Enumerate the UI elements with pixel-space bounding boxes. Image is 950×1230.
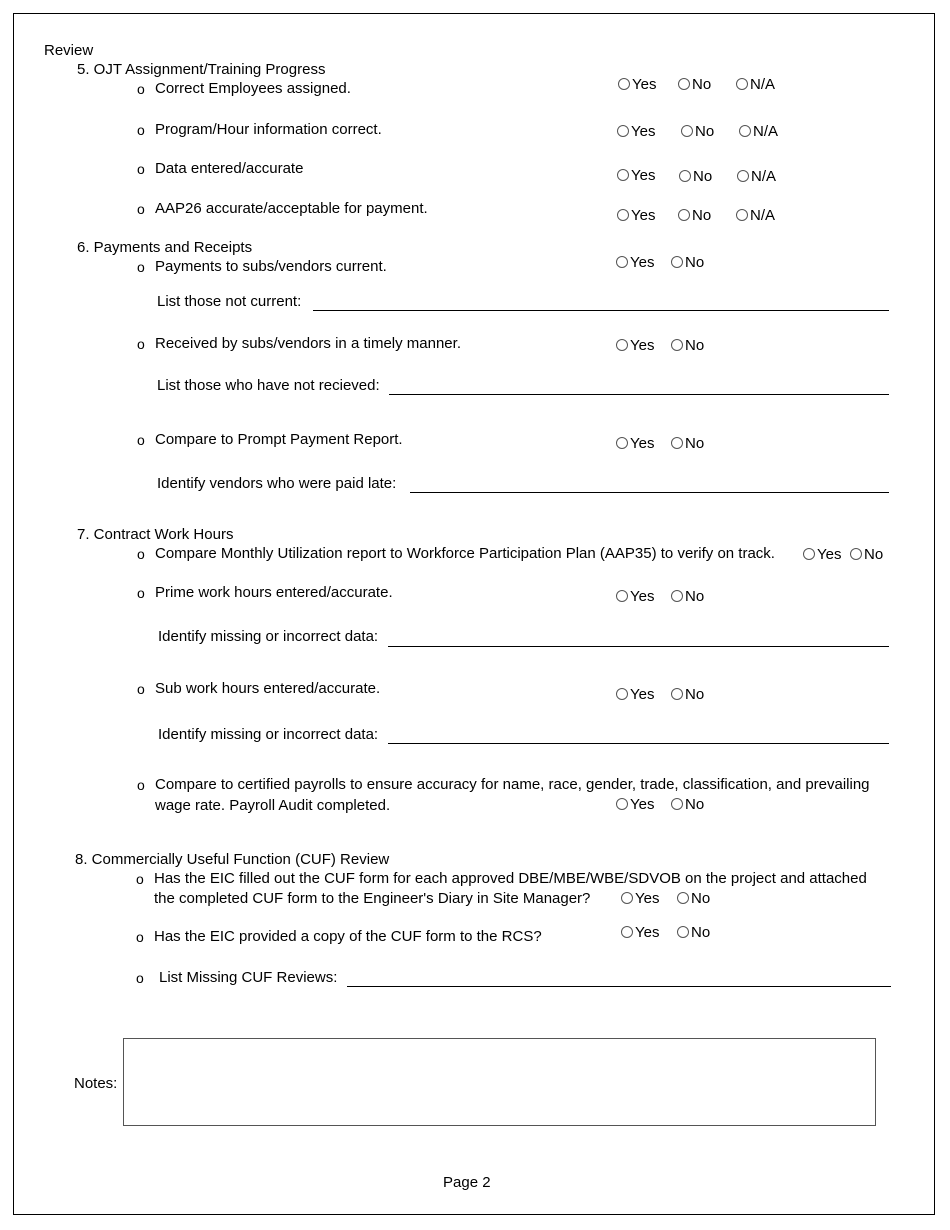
item-aap26: AAP26 accurate/acceptable for payment. (155, 200, 428, 217)
section-8-title: 8. Commercially Useful Function (CUF) Review (75, 851, 390, 868)
page-frame (13, 13, 935, 1215)
radio-aap26-yes[interactable]: Yes (617, 207, 655, 225)
bullet-icon: o (137, 336, 145, 352)
radio-circle-icon (803, 548, 815, 560)
field-label-paid-late: Identify vendors who were paid late: (157, 475, 397, 492)
radio-correct-employees-na[interactable]: N/A (736, 76, 775, 94)
radio-prime-hours-yes[interactable]: Yes (616, 588, 654, 606)
field-label-not-current: List those not current: (157, 293, 302, 310)
item-eic-cuf-line2: the completed CUF form to the Engineer's Diary in Site Manager? (154, 890, 591, 907)
radio-sub-hours-yes[interactable]: Yes (616, 686, 654, 704)
radio-circle-icon (616, 339, 628, 351)
field-prime-missing-line[interactable] (388, 646, 889, 647)
bullet-icon: o (137, 432, 145, 448)
bullet-icon: o (137, 259, 145, 275)
section-7-title: 7. Contract Work Hours (77, 526, 234, 543)
bullet-icon: o (136, 970, 144, 986)
radio-circle-icon (616, 688, 628, 700)
item-cuf-copy: Has the EIC provided a copy of the CUF form to the RCS? (154, 928, 542, 945)
radio-circle-icon (671, 688, 683, 700)
item-prompt-payment: Compare to Prompt Payment Report. (155, 431, 403, 448)
bullet-icon: o (137, 81, 145, 97)
radio-circle-icon (616, 437, 628, 449)
radio-circle-icon (679, 170, 691, 182)
item-correct-employees: Correct Employees assigned. (155, 80, 351, 97)
section-5-title: 5. OJT Assignment/Training Progress (77, 61, 326, 78)
radio-circle-icon (671, 437, 683, 449)
bullet-icon: o (137, 546, 145, 562)
field-label-prime-missing: Identify missing or incorrect data: (158, 628, 379, 645)
radio-sub-hours-no[interactable]: No (671, 686, 704, 704)
section-header-review: Review (44, 42, 94, 59)
notes-label: Notes: (74, 1075, 118, 1092)
field-paid-late-line[interactable] (410, 492, 889, 493)
field-label-not-received: List those who have not recieved: (157, 377, 380, 394)
radio-payments-current-yes[interactable]: Yes (616, 254, 654, 272)
section-6-title: 6. Payments and Receipts (77, 239, 253, 256)
radio-eic-cuf-yes[interactable]: Yes (621, 890, 659, 908)
radio-circle-icon (621, 892, 633, 904)
item-monthly-utilization: Compare Monthly Utilization report to Workforce Participation Plan (AAP35) to verify on track. (155, 545, 775, 562)
radio-cuf-copy-no[interactable]: No (677, 924, 710, 942)
radio-circle-icon (677, 892, 689, 904)
item-certified-payrolls-line1: Compare to certified payrolls to ensure accuracy for name, race, gender, trade, classification, and prevailing (155, 776, 870, 793)
radio-program-hour-no[interactable]: No (681, 123, 714, 141)
bullet-icon: o (137, 681, 145, 697)
radio-circle-icon (617, 209, 629, 221)
field-label-sub-missing: Identify missing or incorrect data: (158, 726, 379, 743)
item-received-timely: Received by subs/vendors in a timely manner. (155, 335, 461, 352)
radio-received-timely-no[interactable]: No (671, 337, 704, 355)
radio-monthly-utilization-yes[interactable]: Yes (803, 546, 841, 564)
radio-prompt-payment-no[interactable]: No (671, 435, 704, 453)
radio-prime-hours-no[interactable]: No (671, 588, 704, 606)
item-data-entered: Data entered/accurate (155, 160, 304, 177)
bullet-icon: o (137, 201, 145, 217)
radio-payments-current-no[interactable]: No (671, 254, 704, 272)
radio-program-hour-na[interactable]: N/A (739, 123, 778, 141)
radio-data-entered-yes[interactable]: Yes (617, 167, 655, 185)
radio-circle-icon (616, 798, 628, 810)
radio-eic-cuf-no[interactable]: No (677, 890, 710, 908)
radio-circle-icon (618, 78, 630, 90)
radio-received-timely-yes[interactable]: Yes (616, 337, 654, 355)
item-program-hour: Program/Hour information correct. (155, 121, 382, 138)
radio-circle-icon (736, 78, 748, 90)
bullet-icon: o (137, 161, 145, 177)
bullet-icon: o (136, 929, 144, 945)
radio-circle-icon (621, 926, 633, 938)
radio-correct-employees-yes[interactable]: Yes (618, 76, 656, 94)
radio-cuf-copy-yes[interactable]: Yes (621, 924, 659, 942)
radio-data-entered-na[interactable]: N/A (737, 168, 776, 186)
bullet-icon: o (136, 871, 144, 887)
radio-correct-employees-no[interactable]: No (678, 76, 711, 94)
radio-monthly-utilization-no[interactable]: No (850, 546, 883, 564)
radio-aap26-na[interactable]: N/A (736, 207, 775, 225)
radio-circle-icon (671, 339, 683, 351)
radio-certified-payrolls-yes[interactable]: Yes (616, 796, 654, 814)
item-payments-current: Payments to subs/vendors current. (155, 258, 387, 275)
field-missing-cuf-line[interactable] (347, 986, 891, 987)
radio-circle-icon (671, 798, 683, 810)
radio-circle-icon (681, 125, 693, 137)
item-certified-payrolls-line2: wage rate. Payroll Audit completed. (155, 797, 391, 814)
radio-circle-icon (671, 590, 683, 602)
field-not-current-line[interactable] (313, 310, 889, 311)
field-not-received-line[interactable] (389, 394, 889, 395)
radio-circle-icon (617, 125, 629, 137)
notes-textarea[interactable] (123, 1038, 876, 1126)
item-prime-hours: Prime work hours entered/accurate. (155, 584, 393, 601)
bullet-icon: o (137, 122, 145, 138)
radio-aap26-no[interactable]: No (678, 207, 711, 225)
radio-data-entered-no[interactable]: No (679, 168, 712, 186)
radio-circle-icon (736, 209, 748, 221)
radio-circle-icon (616, 256, 628, 268)
bullet-icon: o (137, 585, 145, 601)
item-sub-hours: Sub work hours entered/accurate. (155, 680, 381, 697)
radio-circle-icon (850, 548, 862, 560)
radio-circle-icon (677, 926, 689, 938)
radio-circle-icon (617, 169, 629, 181)
radio-circle-icon (739, 125, 751, 137)
radio-circle-icon (671, 256, 683, 268)
radio-program-hour-yes[interactable]: Yes (617, 123, 655, 141)
page-number: Page 2 (443, 1174, 491, 1191)
radio-circle-icon (616, 590, 628, 602)
radio-certified-payrolls-no[interactable]: No (671, 796, 704, 814)
item-eic-cuf-line1: Has the EIC filled out the CUF form for each approved DBE/MBE/WBE/SDVOB on the project and attached (154, 870, 867, 887)
bullet-icon: o (137, 777, 145, 793)
field-sub-missing-line[interactable] (388, 743, 889, 744)
radio-prompt-payment-yes[interactable]: Yes (616, 435, 654, 453)
radio-circle-icon (678, 78, 690, 90)
field-label-missing-cuf: List Missing CUF Reviews: (159, 969, 338, 986)
radio-circle-icon (678, 209, 690, 221)
radio-circle-icon (737, 170, 749, 182)
